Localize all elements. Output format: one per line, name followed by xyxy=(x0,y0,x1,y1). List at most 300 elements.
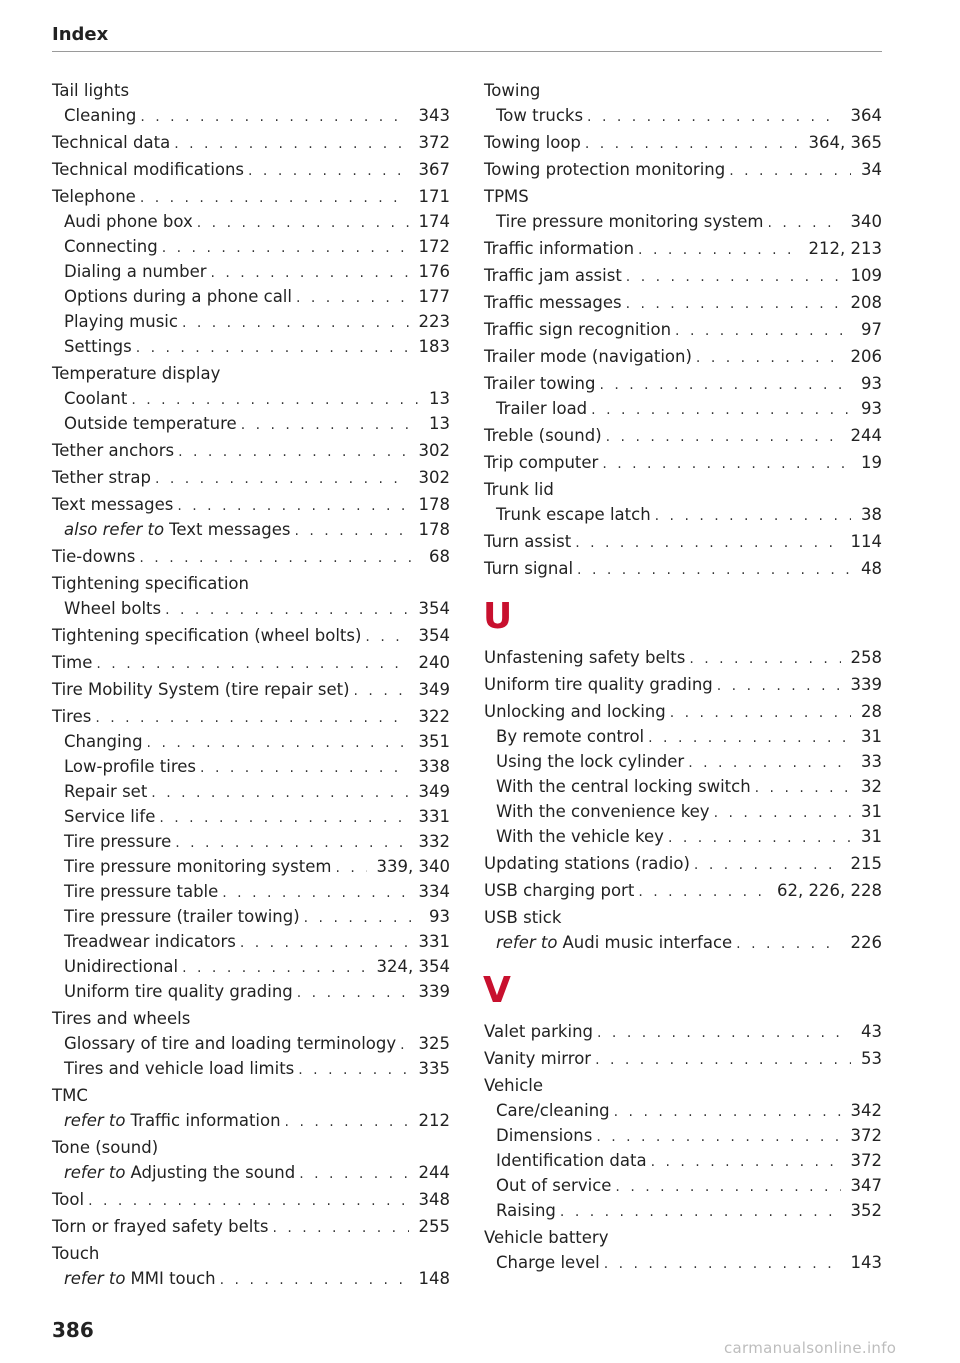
dot-leader xyxy=(638,238,798,263)
entry-text: Tightening specification (wheel bolts) xyxy=(52,626,362,645)
entry-text: Connecting xyxy=(64,237,158,256)
entry-text: Telephone xyxy=(52,187,136,206)
page-reference[interactable]: 338 xyxy=(418,757,450,776)
page-reference[interactable]: 372 xyxy=(418,133,450,152)
cross-reference-prefix: also refer to xyxy=(64,520,165,539)
entry-label xyxy=(64,1266,216,1291)
index-entry xyxy=(52,1006,450,1031)
entry-text: Identification data xyxy=(496,1151,647,1170)
index-entry xyxy=(484,699,882,724)
index-subentry xyxy=(484,724,882,749)
entry-label xyxy=(52,571,249,596)
index-subentry xyxy=(484,749,882,774)
page-reference[interactable]: 178 xyxy=(418,520,450,539)
entry-label xyxy=(484,371,595,396)
entry-label xyxy=(64,209,193,234)
page-reference[interactable]: 172 xyxy=(418,237,450,256)
page-reference[interactable]: 354 xyxy=(418,599,450,618)
dot-leader xyxy=(591,398,851,423)
entry-text: Trailer load xyxy=(496,399,588,418)
page-reference[interactable]: 223 xyxy=(418,312,450,331)
index-entry xyxy=(52,544,450,569)
page-reference[interactable]: 174 xyxy=(418,212,450,231)
dot-leader xyxy=(606,425,841,450)
entry-text: Traffic information xyxy=(130,1111,281,1130)
page-title: Index xyxy=(52,24,109,45)
entry-label xyxy=(52,492,173,517)
entry-label xyxy=(52,1006,190,1031)
entry-text: With the convenience key xyxy=(496,802,710,821)
entry-label xyxy=(64,259,207,284)
index-entry xyxy=(484,1225,882,1250)
entry-label xyxy=(52,1083,88,1108)
entry-text: Tires and wheels xyxy=(52,1009,191,1028)
page-reference[interactable]: 367 xyxy=(418,160,450,179)
page-reference[interactable]: 244 xyxy=(850,426,882,445)
entry-label xyxy=(52,184,136,209)
dot-leader xyxy=(95,706,408,731)
dot-leader xyxy=(175,831,408,856)
page-reference[interactable]: 34 xyxy=(861,160,882,179)
page-reference[interactable]: 372 xyxy=(850,1126,882,1145)
dot-leader xyxy=(602,452,851,477)
entry-label xyxy=(52,438,174,463)
dot-leader xyxy=(604,1252,841,1277)
entry-label xyxy=(484,645,685,670)
page-reference[interactable]: 53 xyxy=(861,1049,882,1068)
index-subentry xyxy=(52,754,450,779)
page-reference[interactable]: 19 xyxy=(861,453,882,472)
index-entry xyxy=(484,317,882,342)
dot-leader xyxy=(297,981,409,1006)
entry-label xyxy=(52,1135,158,1160)
dot-leader xyxy=(670,701,851,726)
entry-label xyxy=(64,854,331,879)
entry-text: Tire pressure monitoring system xyxy=(496,212,764,231)
dot-leader xyxy=(365,625,408,650)
entry-label xyxy=(496,209,763,234)
page-reference[interactable]: 206 xyxy=(850,347,882,366)
page-reference[interactable]: 302 xyxy=(418,441,450,460)
index-subentry xyxy=(484,1123,882,1148)
page-reference[interactable]: 339 xyxy=(418,982,450,1001)
dot-leader xyxy=(597,1021,851,1046)
entry-text: Updating stations (radio) xyxy=(484,854,690,873)
entry-text: Uniform tire quality grading xyxy=(484,675,713,694)
page-reference[interactable]: 351 xyxy=(418,732,450,751)
entry-text: Charge level xyxy=(496,1253,600,1272)
watermark: carmanualsonline.info xyxy=(724,1339,897,1357)
index-subentry xyxy=(484,1250,882,1275)
page-reference[interactable]: 148 xyxy=(418,1269,450,1288)
entry-text: Tire pressure xyxy=(64,832,172,851)
dot-leader xyxy=(222,881,408,906)
entry-label xyxy=(64,334,132,359)
entry-label xyxy=(52,78,129,103)
page-reference[interactable]: 31 xyxy=(861,802,882,821)
page-reference[interactable]: 324, 354 xyxy=(376,957,450,976)
entry-text: Tire pressure monitoring system xyxy=(64,857,332,876)
entry-label xyxy=(64,1160,295,1185)
page-reference[interactable]: 13 xyxy=(429,389,450,408)
entry-text: USB stick xyxy=(484,908,562,927)
index-subentry xyxy=(52,979,450,1004)
entry-text: Using the lock cylinder xyxy=(496,752,685,771)
dot-leader xyxy=(651,1150,841,1175)
entry-label xyxy=(496,1123,592,1148)
page-reference[interactable]: 97 xyxy=(861,320,882,339)
page-reference[interactable]: 332 xyxy=(418,832,450,851)
entry-label xyxy=(484,344,692,369)
index-entry xyxy=(52,677,450,702)
entry-label xyxy=(64,1031,396,1056)
index-subentry xyxy=(484,1098,882,1123)
entry-text: Trunk escape latch xyxy=(496,505,651,524)
page-reference[interactable]: 93 xyxy=(861,399,882,418)
index-entry xyxy=(52,492,450,517)
index-entry xyxy=(52,650,450,675)
page-reference[interactable]: 347 xyxy=(850,1176,882,1195)
dot-leader xyxy=(240,931,409,956)
index-subentry xyxy=(484,1173,882,1198)
entry-text: Traffic sign recognition xyxy=(484,320,672,339)
entry-text: Repair set xyxy=(64,782,148,801)
page-reference[interactable]: 348 xyxy=(418,1190,450,1209)
entry-label xyxy=(64,517,291,542)
index-entry xyxy=(52,571,450,596)
entry-label xyxy=(64,979,293,1004)
page-reference[interactable]: 13 xyxy=(429,414,450,433)
index-entry xyxy=(484,905,882,930)
page-reference[interactable]: 176 xyxy=(418,262,450,281)
entry-text: Touch xyxy=(52,1244,100,1263)
entry-text: Tire pressure (trailer towing) xyxy=(64,907,300,926)
index-subentry xyxy=(52,804,450,829)
page-number: 386 xyxy=(52,1318,94,1342)
page-reference[interactable]: 364 xyxy=(850,106,882,125)
index-column-left xyxy=(52,76,450,1291)
dot-leader xyxy=(585,132,799,157)
dot-leader xyxy=(182,956,366,981)
dot-leader xyxy=(714,801,851,826)
entry-label xyxy=(484,1046,591,1071)
page-reference[interactable]: 331 xyxy=(418,932,450,951)
page-reference[interactable]: 258 xyxy=(850,648,882,667)
entry-label xyxy=(496,799,710,824)
page-reference[interactable]: 334 xyxy=(418,882,450,901)
index-entry xyxy=(484,78,882,103)
page-reference[interactable]: 244 xyxy=(418,1163,450,1182)
index-subentry xyxy=(52,1031,450,1056)
entry-label xyxy=(52,704,91,729)
page-reference[interactable]: 364, 365 xyxy=(808,133,882,152)
page-reference[interactable]: 343 xyxy=(418,106,450,125)
entry-text: Dialing a number xyxy=(64,262,207,281)
dot-leader xyxy=(614,1100,841,1125)
index-entry xyxy=(484,851,882,876)
dot-leader xyxy=(220,1268,409,1293)
page-reference[interactable]: 48 xyxy=(861,559,882,578)
index-subentry xyxy=(52,1108,450,1133)
entry-text: Unidirectional xyxy=(64,957,179,976)
index-entry xyxy=(484,157,882,182)
page-reference[interactable]: 325 xyxy=(418,1034,450,1053)
index-subentry xyxy=(484,396,882,421)
dot-leader xyxy=(177,494,408,519)
entry-text: Adjusting the sound xyxy=(130,1163,296,1182)
page-reference[interactable]: 208 xyxy=(850,293,882,312)
index-subentry xyxy=(52,779,450,804)
index-entry xyxy=(484,184,882,209)
page-reference[interactable]: 114 xyxy=(850,532,882,551)
entry-text: Text messages xyxy=(52,495,174,514)
dot-leader xyxy=(88,1189,408,1214)
page-reference[interactable]: 43 xyxy=(861,1022,882,1041)
entry-text: Trailer mode (navigation) xyxy=(484,347,692,366)
index-entry xyxy=(484,477,882,502)
entry-label xyxy=(52,361,220,386)
index-subentry xyxy=(52,386,450,411)
page-reference[interactable]: 183 xyxy=(418,337,450,356)
index-entry xyxy=(484,371,882,396)
index-entry xyxy=(484,556,882,581)
index-subentry xyxy=(52,411,450,436)
page-reference[interactable]: 109 xyxy=(850,266,882,285)
entry-text: With the central locking switch xyxy=(496,777,751,796)
index-subentry xyxy=(52,954,450,979)
entry-text: Treble (sound) xyxy=(484,426,602,445)
dot-leader xyxy=(140,186,409,211)
entry-text: Towing loop xyxy=(484,133,581,152)
index-subentry xyxy=(52,854,450,879)
page-reference[interactable]: 31 xyxy=(861,827,882,846)
page-reference[interactable]: 339, 340 xyxy=(376,857,450,876)
entry-text: Wheel bolts xyxy=(64,599,162,618)
section-letter: U xyxy=(483,596,513,637)
page-reference[interactable]: 339 xyxy=(850,675,882,694)
entry-text: Coolant xyxy=(64,389,128,408)
entry-text: Turn signal xyxy=(484,559,574,578)
entry-text: Traffic jam assist xyxy=(484,266,622,285)
dot-leader xyxy=(577,558,851,583)
index-entry xyxy=(52,184,450,209)
entry-label xyxy=(496,103,583,128)
entry-label xyxy=(496,930,732,955)
entry-label xyxy=(484,699,666,724)
index-entry xyxy=(484,878,882,903)
page-reference[interactable]: 331 xyxy=(418,807,450,826)
page-reference[interactable]: 349 xyxy=(418,680,450,699)
index-entry xyxy=(484,450,882,475)
page-reference[interactable]: 143 xyxy=(850,1253,882,1272)
dot-leader xyxy=(596,1125,840,1150)
cross-reference-prefix: refer to xyxy=(64,1111,126,1130)
dot-leader xyxy=(140,105,408,130)
index-entry xyxy=(52,438,450,463)
page-reference[interactable]: 354 xyxy=(418,626,450,645)
dot-leader xyxy=(696,346,841,371)
entry-label xyxy=(64,1056,294,1081)
index-entry xyxy=(484,529,882,554)
entry-text: With the vehicle key xyxy=(496,827,664,846)
dot-leader xyxy=(139,546,419,571)
dot-leader xyxy=(335,856,366,881)
index-subentry xyxy=(484,1198,882,1223)
index-entry xyxy=(484,672,882,697)
index-column-right xyxy=(484,76,882,1275)
dot-leader xyxy=(626,292,841,317)
entry-label xyxy=(52,677,350,702)
entry-label xyxy=(484,672,713,697)
entry-label xyxy=(484,1073,543,1098)
page-reference[interactable]: 340 xyxy=(850,212,882,231)
page-reference[interactable]: 33 xyxy=(861,752,882,771)
page-reference[interactable]: 322 xyxy=(418,707,450,726)
page-reference[interactable]: 177 xyxy=(418,287,450,306)
page-reference[interactable]: 178 xyxy=(418,495,450,514)
entry-text: Trip computer xyxy=(484,453,599,472)
entry-label xyxy=(484,1019,593,1044)
page-reference[interactable]: 212 xyxy=(418,1111,450,1130)
page-reference[interactable]: 342 xyxy=(850,1101,882,1120)
index-entry xyxy=(484,236,882,261)
entry-text: Vehicle battery xyxy=(484,1228,609,1247)
entry-label xyxy=(484,450,598,475)
index-entry xyxy=(52,1083,450,1108)
entry-text: Dimensions xyxy=(496,1126,593,1145)
page-reference[interactable]: 349 xyxy=(418,782,450,801)
entry-label xyxy=(52,1241,99,1266)
dot-leader xyxy=(599,373,851,398)
header-divider xyxy=(52,51,882,52)
page-reference[interactable]: 302 xyxy=(418,468,450,487)
dot-leader xyxy=(147,731,409,756)
index-subentry xyxy=(52,929,450,954)
dot-leader xyxy=(165,598,408,623)
dot-leader xyxy=(688,751,851,776)
page-reference[interactable]: 215 xyxy=(850,854,882,873)
entry-text: Settings xyxy=(64,337,132,356)
entry-label xyxy=(64,904,300,929)
index-subentry xyxy=(52,103,450,128)
dot-leader xyxy=(159,806,408,831)
dot-leader xyxy=(560,1200,841,1225)
entry-label xyxy=(52,157,244,182)
page-reference[interactable]: 335 xyxy=(418,1059,450,1078)
dot-leader xyxy=(717,674,841,699)
entry-label xyxy=(52,465,151,490)
entry-text: Treadwear indicators xyxy=(64,932,236,951)
entry-label xyxy=(52,650,92,675)
index-entry xyxy=(484,1073,882,1098)
page-reference[interactable]: 62, 226, 228 xyxy=(777,881,882,900)
dot-leader xyxy=(155,467,409,492)
entry-text: Low-profile tires xyxy=(64,757,197,776)
entry-text: Options during a phone call xyxy=(64,287,292,306)
page-reference[interactable]: 93 xyxy=(429,907,450,926)
entry-text: By remote control xyxy=(496,727,645,746)
dot-leader xyxy=(162,236,409,261)
page-reference[interactable]: 28 xyxy=(861,702,882,721)
page-reference[interactable]: 171 xyxy=(418,187,450,206)
entry-label xyxy=(496,502,651,527)
page-reference[interactable]: 32 xyxy=(861,777,882,796)
page-reference[interactable]: 38 xyxy=(861,505,882,524)
entry-text: Valet parking xyxy=(484,1022,594,1041)
index-subentry xyxy=(484,502,882,527)
dot-leader xyxy=(197,211,409,236)
entry-text: TPMS xyxy=(484,187,529,206)
page-reference[interactable]: 68 xyxy=(429,547,450,566)
dot-leader xyxy=(655,504,851,529)
entry-label xyxy=(64,234,158,259)
index-subentry xyxy=(52,517,450,542)
index-subentry xyxy=(52,284,450,309)
entry-label xyxy=(64,103,136,128)
dot-leader xyxy=(626,265,841,290)
entry-label xyxy=(496,724,644,749)
dot-leader xyxy=(615,1175,840,1200)
entry-text: Vanity mirror xyxy=(484,1049,592,1068)
dot-leader xyxy=(694,853,841,878)
index-entry xyxy=(484,344,882,369)
page-reference[interactable]: 31 xyxy=(861,727,882,746)
entry-text: Towing xyxy=(484,81,541,100)
entry-text: Unlocking and locking xyxy=(484,702,666,721)
dot-leader xyxy=(675,319,851,344)
index-entry xyxy=(52,1241,450,1266)
entry-text: Torn or frayed safety belts xyxy=(52,1217,269,1236)
page-reference[interactable]: 212, 213 xyxy=(808,239,882,258)
entry-text: Trailer towing xyxy=(484,374,596,393)
page-reference[interactable]: 93 xyxy=(861,374,882,393)
index-subentry xyxy=(52,1056,450,1081)
index-entry xyxy=(52,1187,450,1212)
entry-label xyxy=(484,236,634,261)
entry-label xyxy=(52,1187,84,1212)
entry-label xyxy=(52,1214,268,1239)
page-reference[interactable]: 226 xyxy=(850,933,882,952)
index-entry xyxy=(52,704,450,729)
entry-label xyxy=(64,1108,281,1133)
entry-text: Turn assist xyxy=(484,532,572,551)
cross-reference-prefix: refer to xyxy=(64,1163,126,1182)
dot-leader xyxy=(689,647,840,672)
index-subentry xyxy=(484,824,882,849)
dot-leader xyxy=(668,826,851,851)
index-subentry xyxy=(52,879,450,904)
dot-leader xyxy=(587,105,840,130)
dot-leader xyxy=(400,1033,408,1058)
page-reference[interactable]: 240 xyxy=(418,653,450,672)
dot-leader xyxy=(248,159,408,184)
entry-text: Vehicle xyxy=(484,1076,544,1095)
dot-leader xyxy=(131,388,419,413)
entry-label xyxy=(484,851,690,876)
page-reference[interactable]: 255 xyxy=(418,1217,450,1236)
dot-leader xyxy=(174,132,408,157)
page-reference[interactable]: 352 xyxy=(850,1201,882,1220)
dot-leader xyxy=(298,1058,408,1083)
entry-label xyxy=(496,1198,556,1223)
entry-label xyxy=(64,386,127,411)
index-entry xyxy=(52,1214,450,1239)
index-entry xyxy=(52,130,450,155)
entry-label xyxy=(496,1148,647,1173)
entry-label xyxy=(484,477,554,502)
entry-text: Tool xyxy=(52,1190,85,1209)
page-reference[interactable]: 372 xyxy=(850,1151,882,1170)
